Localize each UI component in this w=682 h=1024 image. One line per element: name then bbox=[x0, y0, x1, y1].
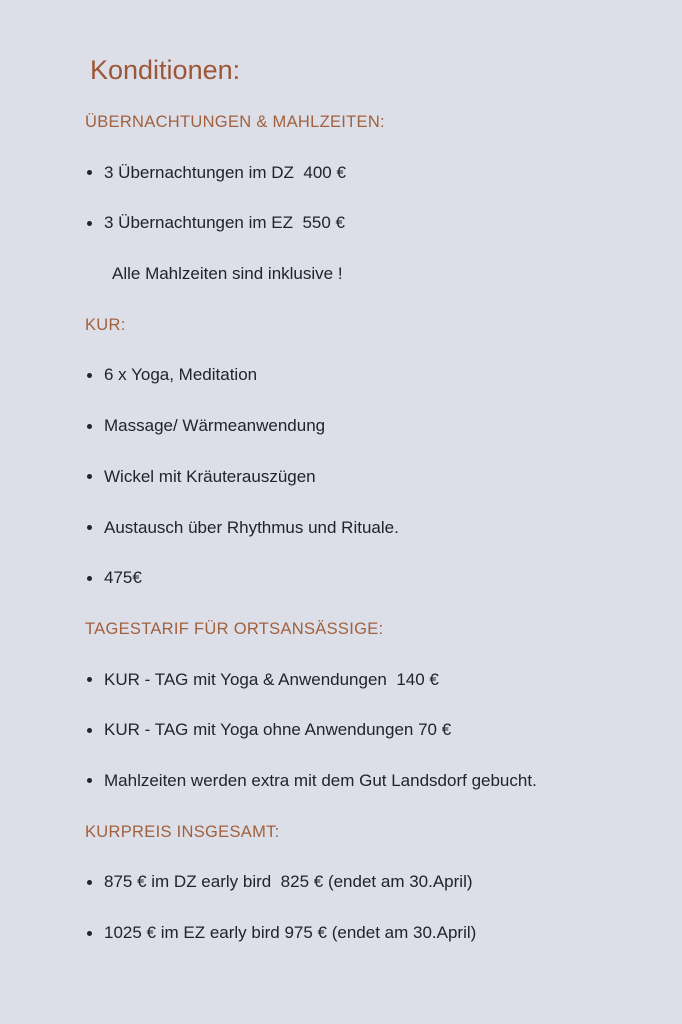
kur-list bbox=[85, 362, 662, 591]
list-item-text: 3 Übernachtungen im DZ 400 € bbox=[104, 162, 346, 182]
bullet-icon bbox=[87, 474, 92, 479]
list-item bbox=[85, 920, 662, 946]
list-item-text: 6 x Yoga, Meditation bbox=[104, 365, 258, 385]
list-item-text: Wickel mit Kräuterauszügen bbox=[104, 466, 316, 486]
section-heading-day-rate: TAGESTARIF FÜR ORTSANSÄSSIGE: bbox=[85, 619, 384, 638]
day-rate-list bbox=[85, 667, 662, 794]
bullet-icon bbox=[87, 880, 92, 885]
bullet-icon bbox=[87, 525, 92, 530]
list-item bbox=[85, 413, 662, 439]
page-title: Konditionen: bbox=[90, 55, 241, 85]
list-item-text: 875 € im DZ early bird 825 € (endet am 30.April) bbox=[104, 872, 473, 892]
accommodation-list bbox=[85, 160, 662, 237]
list-item-text: KUR - TAG mit Yoga ohne Anwendungen 70 € bbox=[104, 720, 452, 740]
list-item bbox=[85, 768, 662, 794]
list-item-text: 3 Übernachtungen im EZ 550 € bbox=[104, 213, 345, 233]
list-item-text: Austausch über Rhythmus und Rituale. bbox=[104, 517, 399, 537]
bullet-icon bbox=[87, 170, 92, 175]
bullet-icon bbox=[87, 931, 92, 936]
list-item-text: Massage/ Wärmeanwendung bbox=[104, 416, 326, 436]
section-kur bbox=[85, 312, 662, 591]
bullet-icon bbox=[87, 576, 92, 581]
list-item bbox=[85, 717, 662, 743]
list-item bbox=[85, 464, 662, 490]
bullet-icon bbox=[87, 221, 92, 226]
list-item bbox=[85, 160, 662, 186]
section-day-rate bbox=[85, 616, 662, 794]
list-item bbox=[85, 869, 662, 895]
list-item bbox=[85, 515, 662, 541]
bullet-icon bbox=[87, 728, 92, 733]
list-item-text: Mahlzeiten werden extra mit dem Gut Landsdorf gebucht. bbox=[104, 770, 537, 790]
section-heading-accommodation-meals: ÜBERNACHTUNGEN & MAHLZEITEN: bbox=[85, 113, 385, 131]
list-item bbox=[85, 667, 662, 693]
bullet-icon bbox=[87, 424, 92, 429]
list-item bbox=[85, 565, 662, 591]
bullet-icon bbox=[87, 778, 92, 783]
list-item bbox=[85, 210, 662, 236]
section-heading-kur: KUR: bbox=[85, 315, 126, 334]
list-item-text: 475€ bbox=[104, 568, 142, 588]
section-accommodation-meals bbox=[85, 109, 662, 287]
bullet-icon bbox=[87, 373, 92, 378]
section-total-price bbox=[85, 819, 662, 946]
total-price-list bbox=[85, 869, 662, 946]
list-item bbox=[85, 362, 662, 388]
section-heading-total-price: KURPREIS INSGESAMT: bbox=[85, 822, 280, 841]
list-item-text: 1025 € im EZ early bird 975 € (endet am 30.April) bbox=[104, 923, 477, 942]
bullet-icon bbox=[87, 677, 92, 682]
list-item-text: KUR - TAG mit Yoga & Anwendungen 140 € bbox=[104, 669, 439, 689]
meals-included-note: Alle Mahlzeiten sind inklusive ! bbox=[112, 264, 343, 284]
